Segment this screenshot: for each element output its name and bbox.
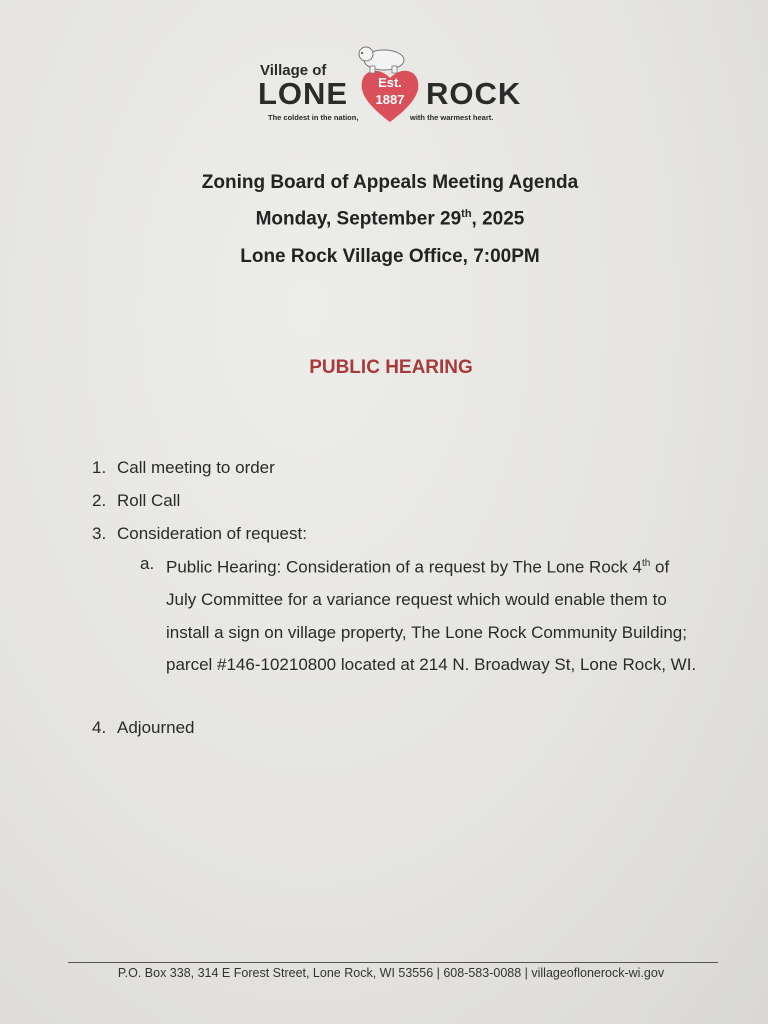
logo-rock: ROCK — [426, 76, 522, 111]
agenda-item-3 — [92, 524, 307, 544]
polar-bear-icon — [354, 40, 412, 74]
logo-est: Est. — [378, 75, 402, 90]
logo-village-of: Village of — [260, 62, 327, 79]
logo-tagline-left: The coldest in the nation, — [268, 113, 359, 122]
logo-tagline-right: with the warmest heart. — [410, 113, 494, 122]
meeting-date — [0, 208, 768, 230]
sub-item-letter: a. — [140, 554, 155, 573]
date-suffix: , 2025 — [471, 208, 525, 230]
section-title: PUBLIC HEARING — [309, 357, 473, 378]
item-number: 2. — [92, 491, 107, 510]
sub-item-text — [166, 548, 700, 682]
agenda-item-2 — [92, 491, 180, 511]
agenda-sub-item-a — [140, 548, 700, 682]
logo-established — [358, 74, 422, 108]
logo-year: 1887 — [375, 92, 405, 107]
item-number: 3. — [92, 524, 107, 543]
sub-item-text-part1: Public Hearing: Consideration of a request by The Lone Rock 4 — [166, 557, 642, 577]
agenda-title: Zoning Board of Appeals Meeting Agenda — [201, 172, 579, 193]
date-prefix: Monday, September 29 — [255, 208, 462, 230]
village-logo — [256, 40, 528, 130]
meeting-location: Lone Rock Village Office, 7:00PM — [240, 246, 540, 267]
item-text: Roll Call — [117, 491, 181, 510]
item-text: Call meeting to order — [117, 458, 275, 477]
agenda-item-1 — [92, 458, 275, 478]
agenda-item-4 — [92, 718, 195, 738]
date-ordinal: th — [461, 208, 472, 220]
sub-item-ordinal: th — [641, 558, 651, 569]
footer-contact: P.O. Box 338, 314 E Forest Street, Lone Rock, WI 53556 | 608-583-0088 | villageoflonerock-wi.gov — [117, 966, 665, 980]
item-number: 4. — [92, 718, 107, 737]
item-number: 1. — [92, 458, 107, 477]
item-text: Adjourned — [117, 718, 195, 737]
item-text: Consideration of request: — [117, 524, 307, 543]
logo-lone: LONE — [258, 76, 349, 111]
sub-item-text-part2: of July Committee for a variance request which would enable them to install a sign on village property, The Lone Rock Community Building; parcel #146-10210800 located at 214 N. Broadway St, Lone Rock, WI. — [166, 557, 697, 675]
footer-divider — [68, 962, 718, 963]
